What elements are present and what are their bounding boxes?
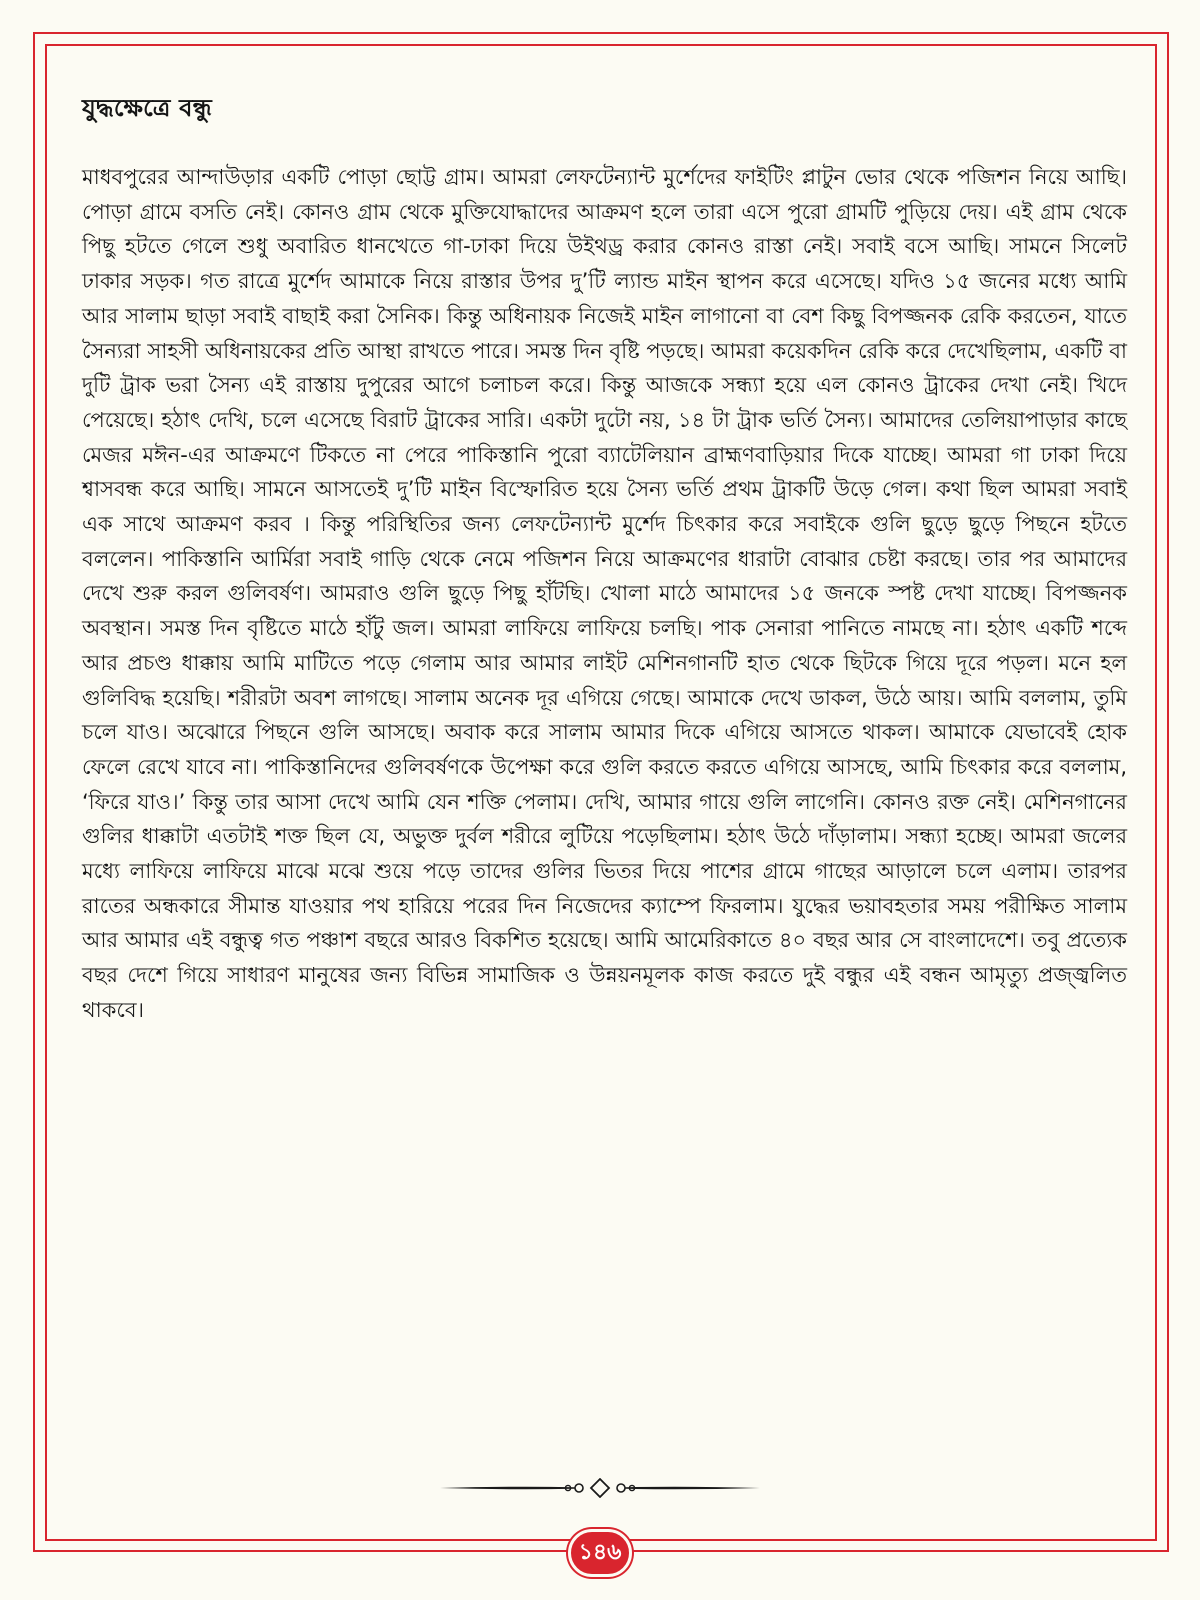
article-title: যুদ্ধক্ষেত্রে বন্ধু <box>82 94 212 122</box>
article-body: মাধবপুরের আন্দাউড়ার একটি পোড়া ছোট্ট গ্রাম। আমরা লেফটেন্যান্ট মুর্শেদের ফাইটিং প্লাটুন ভোর থেকে পজিশন নিয়ে আছি। পোড়া গ্রামে বসতি নেই। কোনও গ্রাম থেকে মুক্তিযোদ্ধাদের আক্রমণ হলে তারা এসে পুরো গ্রামটি পুড়িয়ে দেয়। এই গ্রাম থেকে পিছু হটতে গেলে শুধু অবারিত ধানখেতে গা-ঢাকা দিয়ে উইথড্র করার কোনও রাস্তা নেই। সবাই বসে আছি। সামনে সিলেট ঢাকার সড়ক। গত রাত্রে মুর্শেদ আমাকে নিয়ে রাস্তার উপর দু’টি ল্যান্ড মাইন স্থাপন করে এসেছে। যদিও ১৫ জনের মধ্যে আমি আর সালাম ছাড়া সবাই বাছাই করা সৈনিক। কিন্তু অধিনায়ক নিজেই মাইন লাগানো বা বেশ কিছু বিপজ্জনক রেকি করতেন, যাতে সৈন্যরা সাহসী অধিনায়কের প্রতি আস্থা রাখতে পারে। সমস্ত দিন বৃষ্টি পড়ছে। আমরা কয়েকদিন রেকি করে দেখেছিলাম, একটি বা দুটি ট্রাক ভরা সৈন্য এই রাস্তায় দুপুরের আগে চলাচল করে। কিন্তু আজকে সন্ধ্যা হয়ে এল কোনও ট্রাকের দেখা নেই। খিদে পেয়েছে। হঠাৎ দেখি, চলে এসেছে বিরাট ট্রাকের সারি। একটা দুটো নয়, ১৪ টা ট্রাক ভর্তি সৈন্য। আমাদের তেলিয়াপাড়ার কাছে মেজর মঈন-এর আক্রমণে টিকতে না পেরে পাকিস্তানি পুরো ব্যাটেলিয়ান ব্রাহ্মণবাড়িয়ার দিকে যাচ্ছে। আমরা গা ঢাকা দিয়ে শ্বাসবন্ধ করে আছি। সামনে আসতেই দু’টি মাইন বিস্ফোরিত হয়ে সৈন্য ভর্তি প্রথম ট্রাকটি উড়ে গেল। কথা ছিল আমরা সবাই এক সাথে আক্রমণ করব । কিন্তু পরিস্থিতির জন্য লেফটেন্যান্ট মুর্শেদ চিৎকার করে সবাইকে গুলি ছুড়ে ছুড়ে পিছনে হটতে বললেন। পাকিস্তানি আর্মিরা সবাই গাড়ি থেকে নেমে পজিশন নিয়ে আক্রমণের ধারাটা বোঝার চেষ্টা করছে। তার পর আমাদের দেখে শুরু করল গুলিবর্ষণ। আমরাও গুলি ছুড়ে পিছু হাঁটছি। খোলা মাঠে আমাদের ১৫ জনকে স্পষ্ট দেখা যাচ্ছে। বিপজ্জনক অবস্থান। সমস্ত দিন বৃষ্টিতে মাঠে হাঁটু জল। আমরা লাফিয়ে লাফিয়ে চলছি। পাক সেনারা পানিতে নামছে না। হঠাৎ একটি শব্দে আর প্রচণ্ড ধাক্কায় আমি মাটিতে পড়ে গেলাম আর আমার লাইট মেশিনগানটি হাত থেকে ছিটকে গিয়ে দূরে পড়ল। মনে হল গুলিবিদ্ধ হয়েছি। শরীরটা অবশ লাগছে। সালাম অনেক দূর এগিয়ে গেছে। আমাকে দেখে ডাকল, উঠে আয়। আমি বললাম, তুমি চলে যাও। অঝোরে পিছনে গুলি আসছে। অবাক করে সালাম আমার দিকে এগিয়ে আসতে থাকল। আমাকে যেভাবেই হোক ফেলে রেখে যাবে না। পাকিস্তানিদের গুলিবর্ষণকে উপেক্ষা করে গুলি করতে করতে এগিয়ে আসছে, আমি চিৎকার করে বললাম, ‘ফিরে যাও।’ কিন্তু তার আসা দেখে আমি যেন শক্তি পেলাম। দেখি, আমার গায়ে গুলি লাগেনি। কোনও রক্ত নেই। মেশিনগানের গুলির ধাক্কাটা এতটাই শক্ত ছিল যে, অভুক্ত দুর্বল শরীরে লুটিয়ে পড়েছিলাম। হঠাৎ উঠে দাঁড়ালাম। সন্ধ্যা হচ্ছে। আমরা জলের মধ্যে লাফিয়ে লাফিয়ে মাঝে মঝে শুয়ে পড়ে তাদের গুলির ভিতর দিয়ে পাশের গ্রামে গাছের আড়ালে চলে এলাম। তারপর রাতের অন্ধকারে সীমান্ত যাওয়ার পথ হারিয়ে পরের দিন নিজেদের ক্যাম্পে ফিরলাম। যুদ্ধের ভয়াবহতার সময় পরীক্ষিত সালাম আর আমার এই বন্ধুত্ব গত পঞ্চাশ বছরে আরও বিকশিত হয়েছে। আমি আমেরিকাতে ৪০ বছর আর সে বাংলাদেশে। তবু প্রত্যেক বছর দেশে গিয়ে সাধারণ মানুষের জন্য বিভিন্ন সামাজিক ও উন্নয়নমূলক কাজ করতে দুই বন্ধুর এই বন্ধন আমৃত্যু প্রজ্জ্বলিত থাকবে। <box>82 165 1127 1022</box>
page-number: ১৪৬ <box>568 1529 632 1577</box>
divider-ornament-icon <box>440 1478 760 1498</box>
